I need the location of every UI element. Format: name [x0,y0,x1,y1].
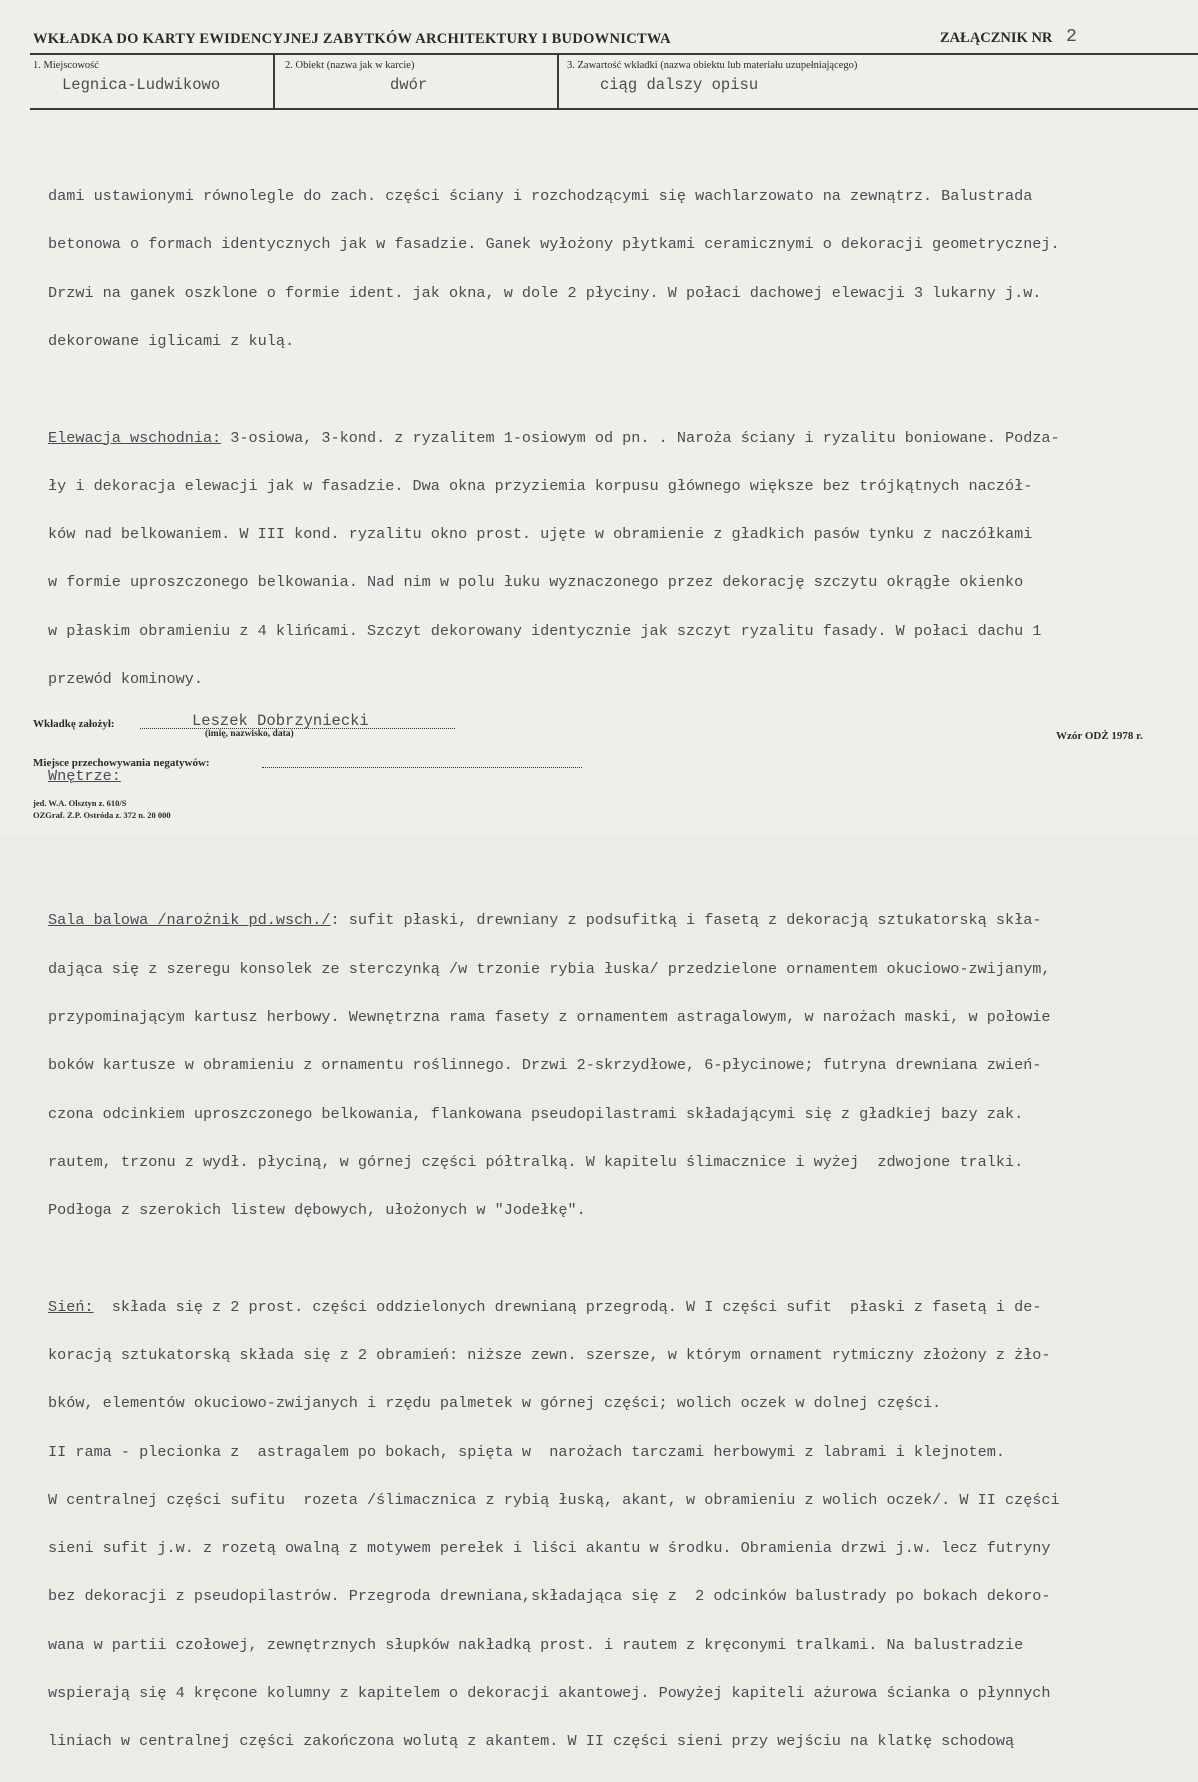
hall-heading: Sień: [48,1297,94,1316]
description-body [48,156,1178,1781]
fields-bottom-rule [30,108,1198,110]
body-line: boków kartusze w obramieniu z ornamentu roślinnego. Drzwi 2-skrzydłowe, 6-płycinowe; futryna drewniana zwień- [48,1056,1042,1075]
body-line: czona odcinkiem uproszczonego belkowania, flankowana pseudopilastrami składającymi się z gładkiej bazy zak. [48,1104,1024,1123]
body-line: Podłoga z szerokich listew dębowych, ułożonych w "Jodełkę". [48,1201,586,1220]
body-line: przypominającym kartusz herbowy. Wewnętrzna rama fasety z ornamentem astragalowym, w narożach maski, w połowie [48,1007,1051,1026]
fields-divider-2 [557,53,559,109]
annex-number: 2 [1066,27,1077,47]
object-value: dwór [390,76,428,94]
author-signature: Leszek Dobrzyniecki [192,712,369,730]
body-line: : sufit płaski, drewniany z podsufitką i fasetą z dekoracją sztukatorską skła- [330,911,1042,930]
body-line: składa się z 2 prost. części oddzielonych drewnianą przegrodą. W I części sufit płaski z fasetą i de- [93,1297,1042,1316]
east-elevation-heading: Elewacja wschodnia: [48,428,222,447]
header-rule [30,53,1198,55]
body-line: ły i dekoracja elewacji jak w fasadzie. Dwa okna przyziemia korpusu głównego większe bez trójkątnych naczół- [48,476,1033,495]
content-label: 3. Zawartość wkładki (nazwa obiektu lub materiału uzupełniającego) [567,60,858,71]
body-line: betonowa o formach identycznych jak w fasadzie. Ganek wyłożony płytkami ceramicznymi o dekoracji geometrycznej. [48,235,1060,254]
body-line: koracją sztukatorską składa się z 2 obramień: niższe zewn. szersze, w którym ornament rytmiczny złożony z żło- [48,1345,1051,1364]
fields-divider-1 [273,53,275,109]
interior-heading: Wnętrze: [48,766,121,785]
storage-label: Miejsce przechowywania negatywów: [33,757,210,769]
location-label: 1. Miejscowość [33,60,99,71]
body-line: dekorowane iglicami z kulą. [48,332,295,351]
form-version: Wzór ODŻ 1978 r. [1056,730,1143,742]
body-line: Drzwi na ganek oszklone o formie ident. jak okna, w dole 2 płyciny. W połaci dachowej elewacji 3 lukarny j.w. [48,283,1042,302]
print-line-1: jed. W.A. Olsztyn z. 610/S [33,798,127,808]
form-title: WKŁADKA DO KARTY EWIDENCYJNEJ ZABYTKÓW ARCHITEKTURY I BUDOWNICTWA [33,31,671,47]
content-value: ciąg dalszy opisu [600,76,759,94]
body-line: II rama - plecionka z astragalem po bokach, spięta w narożach tarczami herbowymi z labrami i klejnotem. [48,1442,1005,1461]
body-line: w płaskim obramieniu z 4 klińcami. Szczyt dekorowany identycznie jak szczyt ryzalitu fasady. W połaci dachu 1 [48,621,1042,640]
annex-label: ZAŁĄCZNIK NR [940,30,1053,46]
author-hint: (imię, nazwisko, data) [205,729,294,739]
body-line: bez dekoracji z pseudopilastrów. Przegroda drewniana,składająca się z 2 odcinków balustrady po bokach dekoro- [48,1587,1051,1606]
body-line: dami ustawionymi równolegle do zach. części ściany i rozchodzącymi się wachlarzowato na zewnątrz. Balustrada [48,187,1033,206]
body-line: przewód kominowy. [48,670,203,688]
body-line: dająca się z szeregu konsolek ze sterczynką /w trzonie rybia łuska/ przedzielone ornamentem okuciowo-zwijanym, [48,959,1051,978]
print-line-2: OZGraf. Z.P. Ostróda z. 372 n. 20 000 [33,810,171,820]
storage-dotted-line [262,767,582,768]
body-line: rautem, trzonu z wydł. płyciną, w górnej części półtralką. W kapitelu ślimacznice i wyżej zdwojone tralki. [48,1152,1024,1171]
author-label: Wkładkę założył: [33,718,115,730]
body-line: wspierają się 4 kręcone kolumny z kapitelem o dekoracji akantowej. Powyżej kapiteli ażurowa ścianka o płynnych [48,1683,1051,1702]
body-line: 3-osiowa, 3-kond. z ryzalitem 1-osiowym od pn. . Naroża ściany i ryzalitu boniowane. Podza- [221,428,1060,447]
body-line: ków nad belkowaniem. W III kond. ryzalitu okno prost. ujęte w obramienie z gładkich pasów tynku z naczółkami [48,525,1033,544]
body-line: w formie uproszczonego belkowania. Nad nim w polu łuku wyznaczonego przez dekorację szczytu okrągłe okienko [48,573,1024,592]
body-line: W centralnej części sufitu rozeta /ślimacznica z rybią łuską, akant, w obramieniu z wolich oczek/. W II części [48,1490,1060,1509]
ballroom-heading: Sala balowa /narożnik pd.wsch./ [48,911,331,930]
body-line: bków, elementów okuciowo-zwijanych i rzędu palmetek w górnej części; wolich oczek w dolnej części. [48,1394,942,1413]
body-line: liniach w centralnej części zakończona wolutą z akantem. W II części sieni przy wejściu na klatkę schodową [48,1732,1015,1751]
body-line: sieni sufit j.w. z rozetą owalną z motywem perełek i liści akantu w środku. Obramienia drzwi j.w. lecz futryny [48,1539,1051,1558]
location-value: Legnica-Ludwikowo [62,76,221,94]
object-label: 2. Obiekt (nazwa jak w karcie) [285,60,415,71]
body-line: wana w partii czołowej, zewnętrznych słupków nakładką prost. i rautem z kręconymi tralkami. Na balustradzie [48,1635,1024,1654]
